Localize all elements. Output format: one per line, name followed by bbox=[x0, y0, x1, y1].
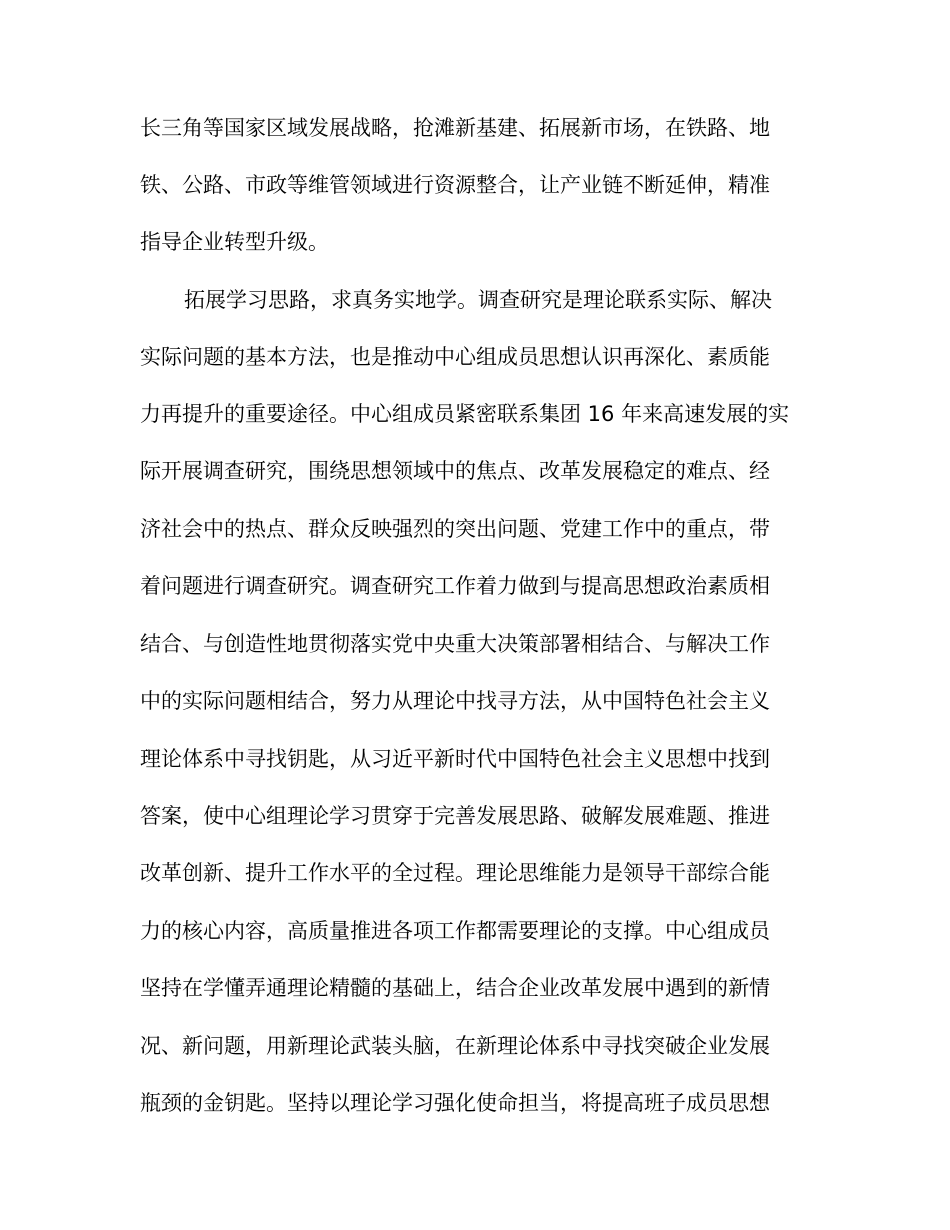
text-line: 答案，使中心组理论学习贯穿于完善发展思路、破解发展难题、推进 bbox=[140, 804, 770, 828]
text-line: 结合、与创造性地贯彻落实党中央重大决策部署相结合、与解决工作 bbox=[140, 632, 770, 656]
text-line: 着问题进行调查研究。调查研究工作着力做到与提高思想政治素质相 bbox=[140, 574, 770, 598]
text-line: 力的核心内容，高质量推进各项工作都需要理论的支撑。中心组成员 bbox=[140, 919, 770, 943]
text-line: 际开展调查研究，围绕思想领域中的焦点、改革发展稳定的难点、经 bbox=[140, 459, 770, 483]
text-line: 力再提升的重要途径。中心组成员紧密联系集团 16 年来高速发展的实 bbox=[140, 402, 790, 426]
text-line: 铁、公路、市政等维管领域进行资源整合，让产业链不断延伸，精准 bbox=[140, 173, 770, 197]
text-line: 理论体系中寻找钥匙，从习近平新时代中国特色社会主义思想中找到 bbox=[140, 747, 770, 771]
text-line: 中的实际问题相结合，努力从理论中找寻方法，从中国特色社会主义 bbox=[140, 689, 770, 713]
text-line: 济社会中的热点、群众反映强烈的突出问题、党建工作中的重点，带 bbox=[140, 517, 770, 541]
text-line: 改革创新、提升工作水平的全过程。理论思维能力是领导干部综合能 bbox=[140, 861, 770, 885]
text-line: 瓶颈的金钥匙。坚持以理论学习强化使命担当，将提高班子成员思想 bbox=[140, 1091, 770, 1115]
text-line: 坚持在学懂弄通理论精髓的基础上，结合企业改革发展中遇到的新情 bbox=[140, 976, 770, 1000]
text-line: 拓展学习思路，求真务实地学。调查研究是理论联系实际、解决 bbox=[184, 288, 772, 312]
text-line: 实际问题的基本方法，也是推动中心组成员思想认识再深化、素质能 bbox=[140, 345, 770, 369]
text-line: 长三角等国家区域发展战略，抢滩新基建、拓展新市场，在铁路、地 bbox=[140, 116, 770, 140]
text-line: 指导企业转型升级。 bbox=[140, 230, 329, 254]
text-line: 况、新问题，用新理论武装头脑，在新理论体系中寻找突破企业发展 bbox=[140, 1034, 770, 1058]
